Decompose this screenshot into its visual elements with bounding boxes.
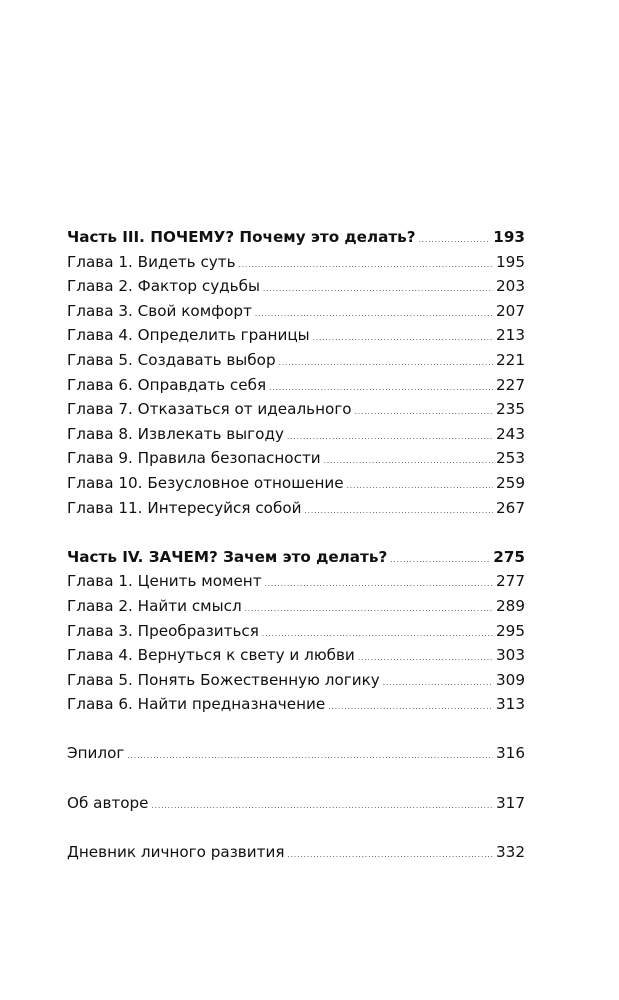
chapter-title: Глава 5. Создавать выбор <box>67 350 276 369</box>
page-number: 193 <box>493 228 525 246</box>
toc-chapter-row[interactable] <box>67 569 525 594</box>
toc-about-author-row[interactable] <box>67 791 525 816</box>
chapter-title: Глава 2. Найти смысл <box>67 596 242 615</box>
page-number: 243 <box>496 424 525 443</box>
toc-chapter-row[interactable] <box>67 643 525 668</box>
page-number: 195 <box>496 252 525 271</box>
dot-leader <box>127 744 493 769</box>
section-spacer <box>67 766 525 791</box>
entry-title: Эпилог <box>67 744 125 763</box>
toc-part-4-heading[interactable] <box>67 545 525 570</box>
chapter-title: Глава 4. Вернуться к свету и любви <box>67 646 355 665</box>
page-number: 295 <box>496 621 525 640</box>
toc-chapter-row[interactable] <box>67 323 525 348</box>
dot-leader <box>419 228 491 253</box>
page-number: 253 <box>496 449 525 468</box>
table-of-contents <box>67 225 525 864</box>
page-number: 259 <box>496 473 525 492</box>
page-number: 207 <box>496 301 525 320</box>
chapter-title: Глава 4. Определить границы <box>67 326 310 345</box>
toc-chapter-row[interactable] <box>67 496 525 521</box>
page-number: 277 <box>496 572 525 591</box>
toc-chapter-row[interactable] <box>67 348 525 373</box>
toc-chapter-row[interactable] <box>67 299 525 324</box>
dot-leader <box>328 695 493 720</box>
chapter-title: Глава 6. Найти предназначение <box>67 695 326 714</box>
page-number: 235 <box>496 400 525 419</box>
part-title: Часть IV. ЗАЧЕМ? Зачем это делать? <box>67 547 388 566</box>
toc-chapter-row[interactable] <box>67 668 525 693</box>
page-number: 332 <box>496 842 525 861</box>
page-number: 203 <box>496 277 525 296</box>
page-number: 313 <box>496 695 525 714</box>
toc-chapter-row[interactable] <box>67 471 525 496</box>
dot-leader <box>239 253 493 278</box>
toc-chapter-row[interactable] <box>67 446 525 471</box>
dot-leader <box>263 277 493 302</box>
page-number: 303 <box>496 646 525 665</box>
chapter-title: Глава 6. Оправдать себя <box>67 375 267 394</box>
dot-leader <box>265 572 493 597</box>
toc-chapter-row[interactable] <box>67 422 525 447</box>
toc-chapter-row[interactable] <box>67 594 525 619</box>
dot-leader <box>305 499 493 524</box>
dot-leader <box>245 597 493 622</box>
part-title: Часть III. ПОЧЕМУ? Почему это делать? <box>67 228 416 246</box>
toc-chapter-row[interactable] <box>67 619 525 644</box>
chapter-title: Глава 3. Преобразиться <box>67 621 259 640</box>
entry-title: Об авторе <box>67 793 149 812</box>
chapter-title: Глава 8. Извлекать выгоду <box>67 424 284 443</box>
toc-chapter-row[interactable] <box>67 692 525 717</box>
section-spacer <box>67 815 525 840</box>
dot-leader <box>390 548 490 573</box>
chapter-title: Глава 1. Ценить момент <box>67 572 262 591</box>
dot-leader <box>347 474 493 499</box>
chapter-title: Глава 1. Видеть суть <box>67 252 236 271</box>
page-number: 267 <box>496 498 525 517</box>
dot-leader <box>287 843 493 868</box>
entry-title: Дневник личного развития <box>67 842 285 861</box>
chapter-title: Глава 2. Фактор судьбы <box>67 277 260 296</box>
toc-part-3-heading[interactable] <box>67 225 525 250</box>
toc-chapter-row[interactable] <box>67 250 525 275</box>
dot-leader <box>355 400 493 425</box>
section-spacer <box>67 520 525 545</box>
dot-leader <box>324 449 493 474</box>
chapter-title: Глава 3. Свой комфорт <box>67 301 252 320</box>
chapter-title: Глава 7. Отказаться от идеального <box>67 400 352 419</box>
dot-leader <box>383 671 493 696</box>
page-number: 316 <box>496 744 525 763</box>
chapter-title: Глава 11. Интересуйся собой <box>67 498 302 517</box>
dot-leader <box>279 351 493 376</box>
page-number: 309 <box>496 670 525 689</box>
dot-leader <box>313 326 493 351</box>
page-number: 221 <box>496 350 525 369</box>
toc-diary-row[interactable] <box>67 840 525 865</box>
chapter-title: Глава 5. Понять Божественную логику <box>67 670 380 689</box>
toc-chapter-row[interactable] <box>67 397 525 422</box>
page-number: 275 <box>493 547 525 566</box>
toc-chapter-row[interactable] <box>67 373 525 398</box>
page-number: 317 <box>496 793 525 812</box>
toc-chapter-row[interactable] <box>67 274 525 299</box>
toc-epilogue-row[interactable] <box>67 741 525 766</box>
page-number: 213 <box>496 326 525 345</box>
dot-leader <box>152 794 493 819</box>
section-spacer <box>67 717 525 742</box>
chapter-title: Глава 10. Безусловное отношение <box>67 473 344 492</box>
chapter-title: Глава 9. Правила безопасности <box>67 449 321 468</box>
page-number: 227 <box>496 375 525 394</box>
page-number: 289 <box>496 596 525 615</box>
